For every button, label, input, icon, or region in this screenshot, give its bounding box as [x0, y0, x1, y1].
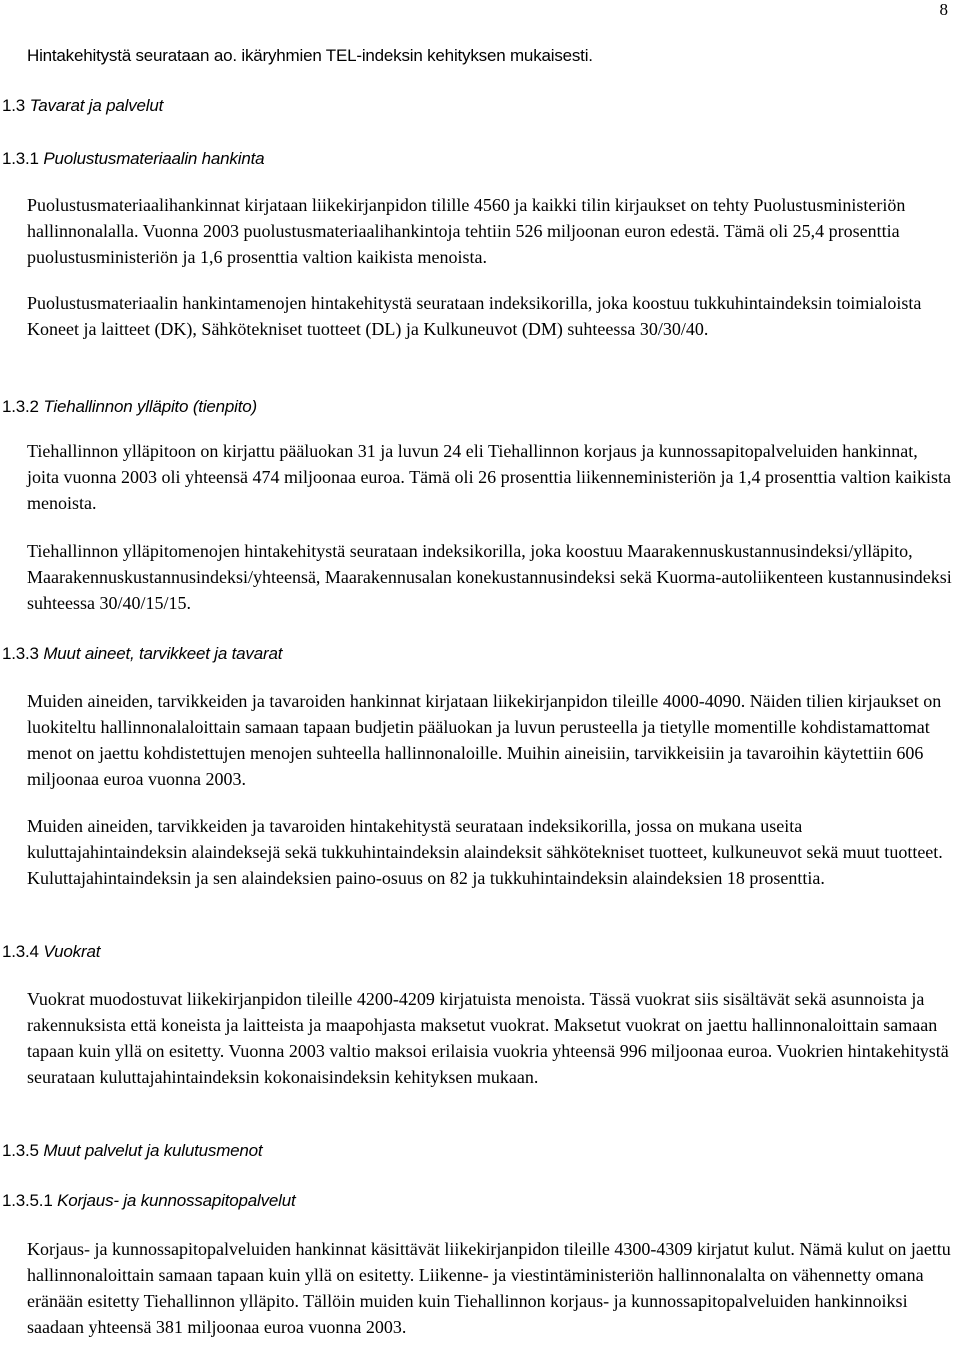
section-title: Puolustusmateriaalin hankinta: [43, 149, 265, 168]
paragraph-1-3-5-1: Korjaus- ja kunnossapitopalveluiden hankinnat käsittävät liikekirjanpidon tileille 4300-4309 kirjatut kulut. Nämä kulut on jaettu hallinnonaloittain samaan tapaan kuin yllä on esitetty. Liikenne- ja viestintäministeriön hallinnonalalta on vähennetty omana eränään esitetty Tiehallinnon ylläpito. Tällöin muiden kuin Tiehallinnon korjaus- ja kunnossapitopalveluiden hankinnoiksi saadaan yhteensä 381 miljoonaa euroa vuonna 2003.: [27, 1239, 951, 1337]
section-number: 1.3.3: [2, 644, 39, 663]
paragraph-1-3-2-b: Tiehallinnon ylläpitomenojen hintakehitystä seurataan indeksikorilla, joka koostuu Maarakennuskustannusindeksi/ylläpito, Maarakennuskustannusindeksi/yhteensä, Maarakennusalan konekustannusindeksi sekä Kuorma-autoliikenteen kustannusindeksi suhteessa 30/40/15/15.: [27, 541, 952, 613]
paragraph-1-3-2-a: Tiehallinnon ylläpitoon on kirjattu pääluokan 31 ja luvun 24 eli Tiehallinnon korjaus ja kunnossapitopalveluiden hankinnat, joita vuonna 2003 oli yhteensä 474 miljoonaa euroa. Tämä oli 26 prosenttia liikenneministeriön ja 1,4 prosenttia valtion kaikista menoista.: [27, 441, 951, 513]
section-heading-1-3-3: [2, 642, 282, 666]
section-number: 1.3.5: [2, 1141, 39, 1160]
section-title: Muut aineet, tarvikkeet ja tavarat: [43, 644, 283, 663]
section-number: 1.3.5.1: [2, 1191, 53, 1210]
section-heading-1-3-5: [2, 1139, 262, 1163]
section-title: Muut palvelut ja kulutusmenot: [43, 1141, 263, 1160]
paragraph-1-3-4: Vuokrat muodostuvat liikekirjanpidon tileille 4200-4209 kirjatuista menoista. Tässä vuokrat siis sisältävät sekä asunnoista ja rakennuksista että koneista ja laitteista ja maapohjasta maksetut vuokrat. Maksetut vuokrat on jaettu hallinnonaloittain samaan tapaan kuin yllä on esitetty. Vuonna 2003 valtio maksoi erilaisia vuokria yhteensä 996 miljoonaa euroa. Vuokrien hintakehitystä seurataan kuluttajahintaindeksin kokonaisindeksin kehityksen mukaan.: [27, 989, 949, 1087]
section-heading-1-3-2: [2, 395, 257, 419]
section-number: 1.3: [2, 96, 26, 115]
section-title: Tiehallinnon ylläpito (tienpito): [43, 397, 257, 416]
paragraph-1-3-1-a: Puolustusmateriaalihankinnat kirjataan liikekirjanpidon tilille 4560 ja kaikki tilin kirjaukset on tehty Puolustusministeriön hallinnonalalla. Vuonna 2003 puolustusmateriaalihankintoja tehtiin 526 miljoonan euron edestä. Tämä oli 25,4 prosenttia puolustusministeriön ja 1,6 prosenttia valtion kaikista menoista.: [27, 195, 906, 267]
section-title: Korjaus- ja kunnossapitopalvelut: [57, 1191, 296, 1210]
section-title: Vuokrat: [43, 942, 101, 961]
section-heading-1-3-1: [2, 147, 264, 171]
intro-paragraph: Hintakehitystä seurataan ao. ikäryhmien TEL-indeksin kehityksen mukaisesti.: [27, 46, 593, 65]
page-number: 8: [939, 0, 948, 19]
section-heading-1-3-5-1: [2, 1189, 295, 1213]
section-number: 1.3.1: [2, 149, 39, 168]
section-number: 1.3.2: [2, 397, 39, 416]
paragraph-1-3-3-a: Muiden aineiden, tarvikkeiden ja tavaroiden hankinnat kirjataan liikekirjanpidon tileille 4000-4090. Näiden tilien kirjaukset on luokiteltu hallinnonalaloittain samaan tapaan budjetin pääluokan ja luvun perusteella ja tietylle momentille kohdistamattomat menot on jaettu kohdistettujen menojen suhteella hallinnonaloille. Muihin aineisiin, tarvikkeisiin ja tavaroihin käytettiin 606 miljoonaa euroa vuonna 2003.: [27, 691, 942, 789]
section-heading-1-3-4: [2, 940, 100, 964]
section-heading-1-3: [2, 94, 163, 118]
section-title: Tavarat ja palvelut: [29, 96, 164, 115]
paragraph-1-3-1-b: Puolustusmateriaalin hankintamenojen hintakehitystä seurataan indeksikorilla, joka koostuu tukkuhintaindeksin toimialoista Koneet ja laitteet (DK), Sähkötekniset tuotteet (DL) ja Kulkuneuvot (DM) suhteessa 30/30/40.: [27, 293, 922, 339]
paragraph-1-3-3-b: Muiden aineiden, tarvikkeiden ja tavaroiden hintakehitystä seurataan indeksikorilla, jossa on mukana useita kuluttajahintaindeksin alaindeksejä sekä tukkuhintaindeksin alaindeksit sähkötekniset tuotteet, kulkuneuvot sekä muut tuotteet. Kuluttajahintaindeksin ja sen alaindeksien paino-osuus on 82 ja tukkuhintaindeksin alaindeksien 18 prosenttia.: [27, 816, 943, 888]
section-number: 1.3.4: [2, 942, 39, 961]
